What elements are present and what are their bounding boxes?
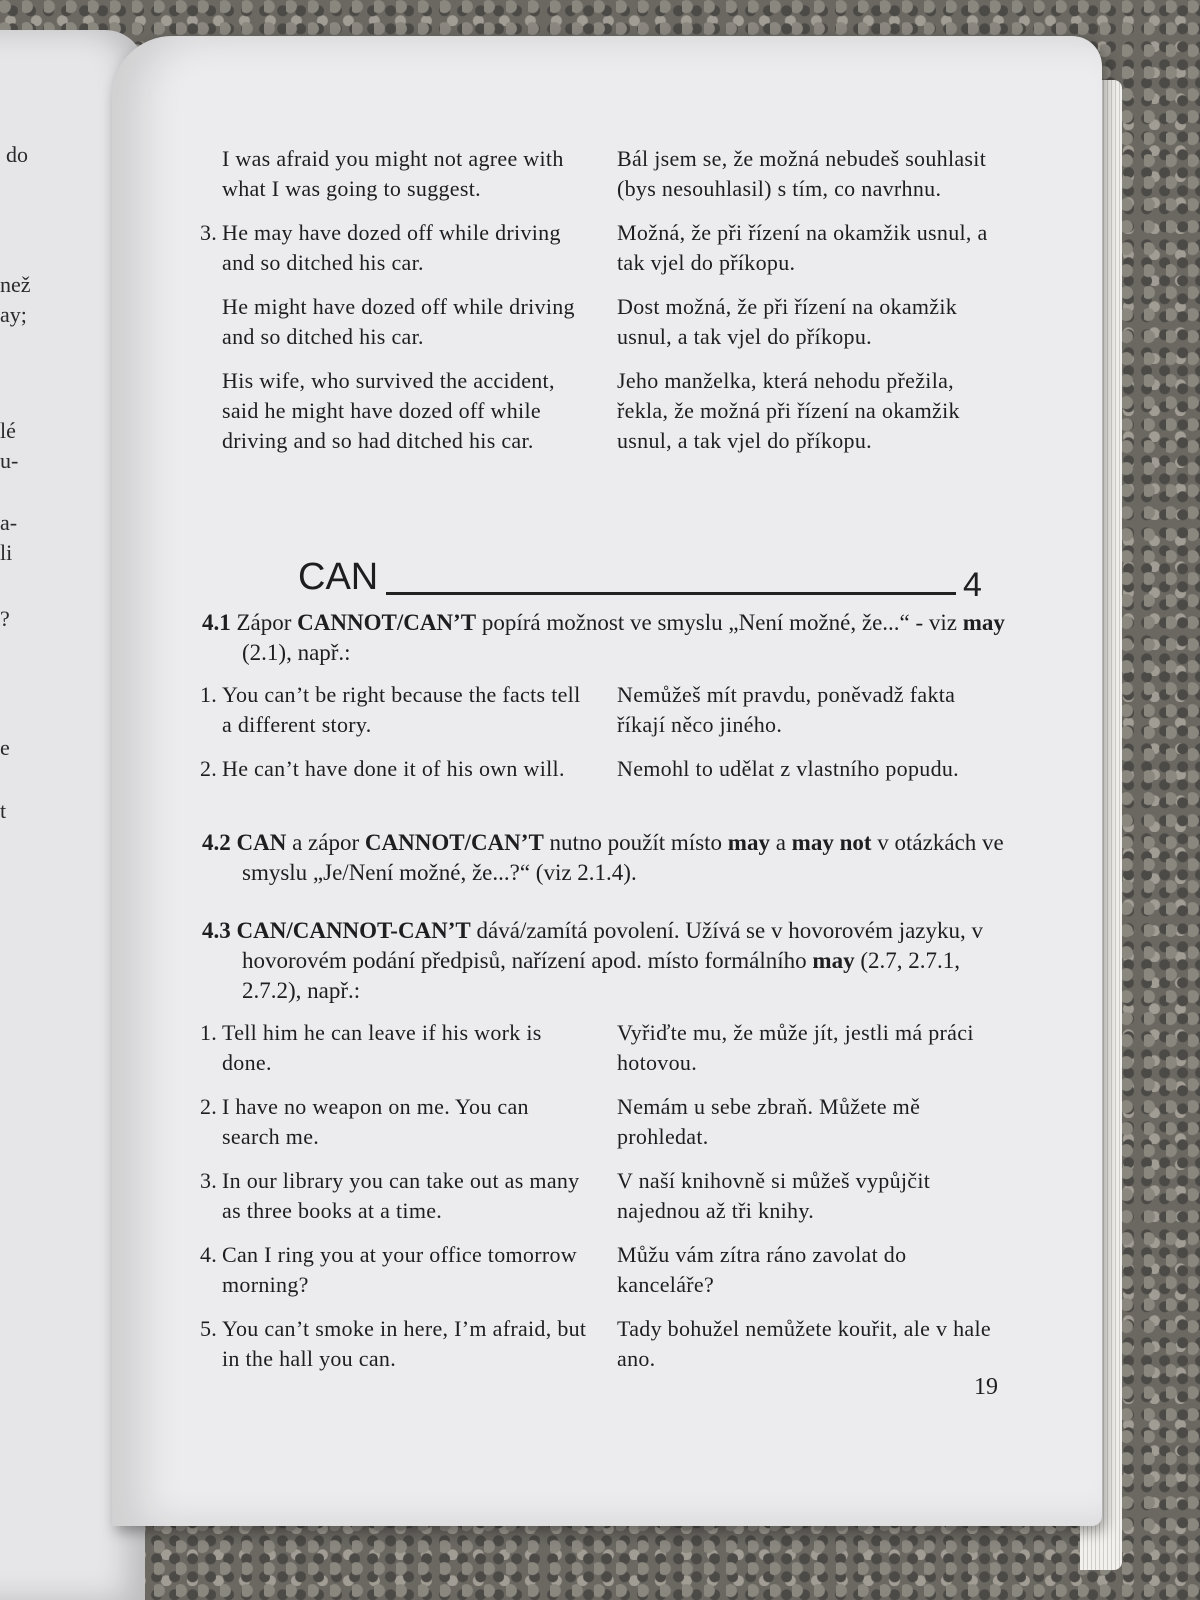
paragraph-number: 4.3	[202, 918, 231, 943]
example-row	[202, 144, 1022, 204]
example-row	[202, 1092, 1022, 1152]
heading-rule	[386, 592, 956, 595]
section-4-2	[202, 828, 1022, 888]
example-row	[202, 1314, 1022, 1374]
example-row	[202, 292, 1022, 352]
english-sentence: Tell him he can leave if his work is done.	[222, 1020, 542, 1075]
page-number: 19	[974, 1374, 998, 1400]
section-paragraph: 4.2 CAN a zápor CANNOT/CAN’T nutno použít místo may a may not v otázkách ve smyslu „Je/Není možné, že...?“ (viz 2.1.4).	[202, 830, 1004, 885]
top-example-block	[202, 144, 1022, 456]
english-sentence: He might have dozed off while driving and so ditched his car.	[222, 294, 575, 349]
paragraph-number: 4.1	[202, 610, 231, 635]
czech-translation: Můžu vám zítra ráno zavolat do kanceláře?	[617, 1242, 907, 1297]
left-page-fragment: t	[0, 798, 7, 823]
czech-translation: Tady bohužel nemůžete kouřit, ale v hale ano.	[617, 1316, 991, 1371]
section-title: CAN	[298, 556, 379, 598]
left-page-fragment: ?	[0, 606, 10, 631]
english-sentence: You can’t smoke in here, I’m afraid, but in the hall you can.	[222, 1316, 587, 1371]
section-paragraph: 4.1 Zápor CANNOT/CAN’T popírá možnost ve smyslu „Není možné, že...“ - viz may (2.1), např.:	[202, 610, 1005, 665]
left-page-fragment: lé	[0, 418, 16, 443]
section-4-3	[202, 916, 1022, 1374]
english-sentence: He may have dozed off while driving and so ditched his car.	[222, 220, 561, 275]
example-number: 3.	[200, 1168, 218, 1193]
left-page-fragment: ay;	[0, 302, 27, 327]
czech-translation: V naší knihovně si můžeš vypůjčit najednou až tři knihy.	[617, 1168, 931, 1223]
left-page-fragment: než	[0, 272, 31, 297]
left-page-fragment: li	[0, 540, 13, 565]
example-row	[202, 1240, 1022, 1300]
left-page-fragment: u-	[0, 448, 19, 473]
english-sentence: You can’t be right because the facts tell a different story.	[222, 682, 581, 737]
section-paragraph: 4.3 CAN/CANNOT-CAN’T dává/zamítá povolení. Užívá se v hovorovém jazyku, v hovorovém podání předpisů, nařízení apod. místo formálního may (2.7, 2.7.1, 2.7.2), např.:	[202, 918, 984, 1003]
english-sentence: I was afraid you might not agree with what I was going to suggest.	[222, 146, 564, 201]
czech-translation: Nemůžeš mít pravdu, poněvadž fakta říkají něco jiného.	[617, 682, 956, 737]
czech-translation: Dost možná, že při řízení na okamžik usnul, a tak vjel do příkopu.	[617, 294, 958, 349]
left-page-fragment: a-	[0, 510, 18, 535]
english-sentence: In our library you can take out as many as three books at a time.	[222, 1168, 580, 1223]
left-page-fragment: e	[0, 735, 10, 760]
example-row	[202, 1166, 1022, 1226]
czech-translation: Bál jsem se, že možná nebudeš souhlasit (bys nesouhlasil) s tím, co navrhnu.	[617, 146, 987, 201]
czech-translation: Vyřiďte mu, že může jít, jestli má práci hotovou.	[617, 1020, 974, 1075]
czech-translation: Nemám u sebe zbraň. Můžete mě prohledat.	[617, 1094, 921, 1149]
example-row	[202, 754, 1022, 784]
english-sentence: Can I ring you at your office tomorrow morning?	[222, 1242, 577, 1297]
czech-translation: Jeho manželka, která nehodu přežila, řekla, že možná při řízení na okamžik usnul, a tak vjel do příkopu.	[617, 368, 960, 453]
example-number: 5.	[200, 1316, 218, 1341]
example-row	[202, 680, 1022, 740]
paragraph-number: 4.2	[202, 830, 231, 855]
czech-translation: Nemohl to udělat z vlastního popudu.	[617, 756, 959, 781]
english-sentence: He can’t have done it of his own will.	[222, 756, 565, 781]
example-number: 2.	[200, 756, 218, 781]
example-row	[202, 366, 1022, 456]
example-number: 1.	[200, 682, 218, 707]
left-page-fragment: do	[6, 142, 28, 167]
example-row	[202, 218, 1022, 278]
example-number: 3.	[200, 220, 218, 245]
czech-translation: Možná, že při řízení na okamžik usnul, a tak vjel do příkopu.	[617, 220, 988, 275]
example-number: 2.	[200, 1094, 218, 1119]
example-row	[202, 1018, 1022, 1078]
book-page	[112, 36, 1102, 1526]
example-number: 1.	[200, 1020, 218, 1045]
section-heading	[298, 556, 1098, 616]
english-sentence: His wife, who survived the accident, said he might have dozed off while driving and so had ditched his car.	[222, 368, 555, 453]
english-sentence: I have no weapon on me. You can search me.	[222, 1094, 529, 1149]
chapter-number: 4	[963, 566, 982, 604]
section-4-1	[202, 608, 1022, 784]
example-number: 4.	[200, 1242, 218, 1267]
